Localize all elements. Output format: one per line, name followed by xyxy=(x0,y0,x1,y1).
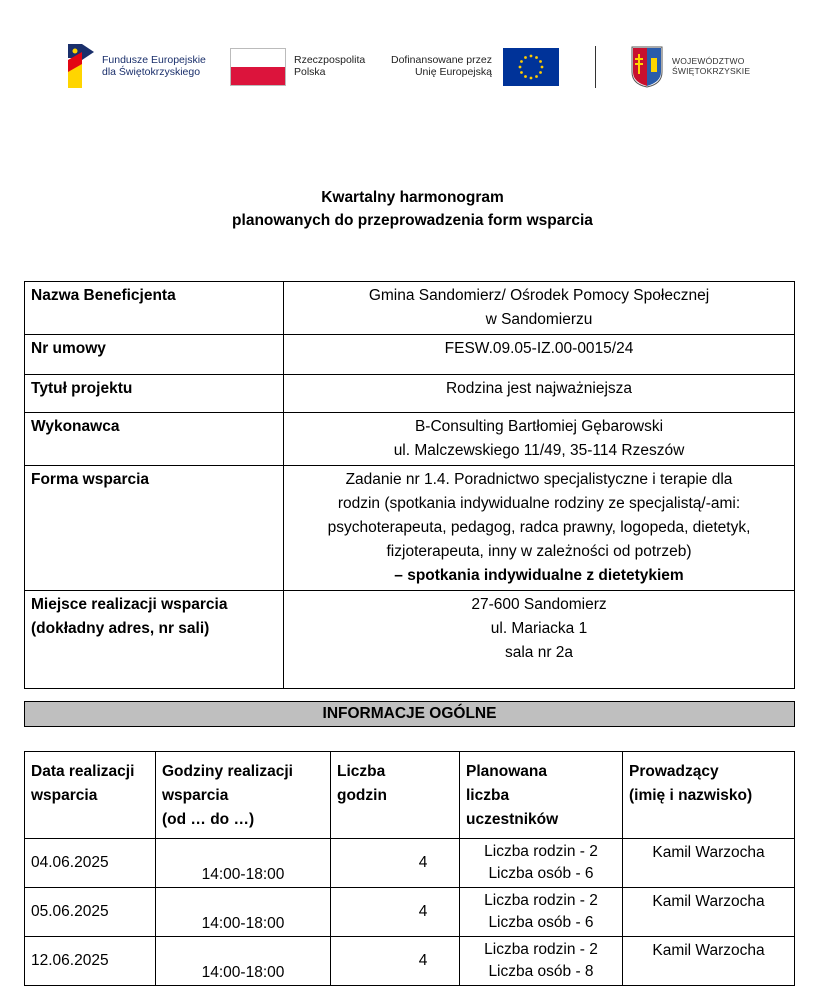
info-value-line: psychoterapeuta, pedagog, radca prawny, logopeda, dietetyk, xyxy=(327,519,751,536)
cell-date: 05.06.2025 xyxy=(25,888,156,937)
header-line: (imię i nazwisko) xyxy=(629,787,753,804)
eu-star-icon xyxy=(535,75,538,78)
cell-leader: Kamil Warzocha xyxy=(623,937,795,986)
cell-leader: Kamil Warzocha xyxy=(623,888,795,937)
header-line: Planowana xyxy=(466,763,547,780)
info-value xyxy=(284,413,795,466)
rp-logo-line-2: Polska xyxy=(294,66,326,78)
header-line: Prowadzący xyxy=(629,763,719,780)
eu-star-icon xyxy=(520,71,523,74)
document-heading xyxy=(0,186,825,232)
logo-strip xyxy=(0,40,825,96)
info-key-line: (dokładny adres, nr sali) xyxy=(31,620,210,637)
participants-families: Liczba rodzin - 2 xyxy=(484,892,598,909)
info-key: Nazwa Beneficjenta xyxy=(25,282,284,335)
info-value-line: rodzin (spotkania indywidualne rodziny ze specjalistą/-ami: xyxy=(337,495,741,512)
ue-logo-text xyxy=(391,54,492,78)
header-hours xyxy=(156,752,331,839)
info-value-line: w Sandomierzu xyxy=(485,311,593,328)
participants-persons: Liczba osób - 6 xyxy=(488,914,594,931)
table-row xyxy=(25,937,795,986)
participants-families: Liczba rodzin - 2 xyxy=(484,941,598,958)
cell-count: 4 xyxy=(331,839,460,888)
cell-leader: Kamil Warzocha xyxy=(623,839,795,888)
header-line: Liczba xyxy=(337,763,386,780)
eu-star-icon xyxy=(535,56,538,59)
participants-persons: Liczba osób - 8 xyxy=(488,963,594,980)
info-key-line: Miejsce realizacji wsparcia xyxy=(31,596,228,613)
table-row xyxy=(25,888,795,937)
info-row-contractor xyxy=(25,413,795,466)
cell-participants xyxy=(460,839,623,888)
cell-date: 04.06.2025 xyxy=(25,839,156,888)
heading-line-1: Kwartalny harmonogram xyxy=(321,189,504,206)
fundusze-europejskie-logo-icon xyxy=(66,42,96,90)
info-value xyxy=(284,335,795,375)
info-row-contract xyxy=(25,335,795,375)
cell-count: 4 xyxy=(331,888,460,937)
info-key: Forma wsparcia xyxy=(25,466,284,591)
section-title-bar: INFORMACJE OGÓLNE xyxy=(24,701,795,727)
rp-logo-line-1: Rzeczpospolita xyxy=(294,54,366,66)
header-line: (od … do …) xyxy=(162,811,255,828)
schedule-header-row xyxy=(25,752,795,839)
header-line: godzin xyxy=(337,787,387,804)
eu-flag-icon xyxy=(503,48,559,86)
participants-persons: Liczba osób - 6 xyxy=(488,865,594,882)
sw-logo-text xyxy=(672,56,750,76)
header-line: Godziny realizacji xyxy=(162,763,293,780)
info-key: Tytuł projektu xyxy=(25,375,284,413)
swietokrzyskie-crest-icon xyxy=(631,46,663,88)
info-value-line: fizjoterapeuta, inny w zależności od potrzeb) xyxy=(386,543,692,560)
info-key: Wykonawca xyxy=(25,413,284,466)
header-line: wsparcia xyxy=(162,787,229,804)
header-line: wsparcia xyxy=(31,787,98,804)
cell-count: 4 xyxy=(331,937,460,986)
header-line: Data realizacji xyxy=(31,763,135,780)
header-line: uczestników xyxy=(466,811,559,828)
info-value-bold-line: – spotkania indywidualne z dietetykiem xyxy=(394,567,684,584)
cell-hours: 14:00-18:00 xyxy=(156,937,331,986)
header-line: liczba xyxy=(466,787,510,804)
header-leader xyxy=(623,752,795,839)
schedule-table xyxy=(24,751,795,986)
info-value-line: Zadanie nr 1.4. Poradnictwo specjalistyczne i terapie dla xyxy=(345,471,733,488)
info-row-support-form xyxy=(25,466,795,591)
eu-star-icon xyxy=(520,60,523,63)
fe-logo-line-1: Fundusze Europejskie xyxy=(102,54,206,66)
fe-logo-line-2: dla Świętokrzyskiego xyxy=(102,66,201,78)
info-value-line: ul. Malczewskiego 11/49, 35-114 Rzeszów xyxy=(393,442,685,459)
eu-star-icon xyxy=(530,55,533,58)
heading-line-2: planowanych do przeprowadzenia form wsparcia xyxy=(232,212,593,229)
eu-star-icon xyxy=(530,77,533,80)
info-key: Nr umowy xyxy=(25,335,284,375)
cell-hours: 14:00-18:00 xyxy=(156,888,331,937)
project-info-table xyxy=(24,281,795,689)
info-value-line: Rodzina jest najważniejsza xyxy=(445,380,633,397)
eu-star-icon xyxy=(524,75,527,78)
ue-logo-line-1: Dofinansowane przez xyxy=(391,54,492,66)
table-row xyxy=(25,839,795,888)
eu-star-icon xyxy=(539,60,542,63)
sw-logo-line-2: ŚWIĘTOKRZYSKIE xyxy=(672,66,751,76)
info-row-beneficiary xyxy=(25,282,795,335)
cell-participants xyxy=(460,937,623,986)
eu-star-icon xyxy=(541,66,544,69)
cell-hours: 14:00-18:00 xyxy=(156,839,331,888)
header-count xyxy=(331,752,460,839)
logo-separator xyxy=(595,46,596,88)
participants-families: Liczba rodzin - 2 xyxy=(484,843,598,860)
eu-star-icon xyxy=(524,56,527,59)
info-row-location xyxy=(25,591,795,689)
header-date xyxy=(25,752,156,839)
info-row-project-title xyxy=(25,375,795,413)
info-value-line: Gmina Sandomierz/ Ośrodek Pomocy Społecznej xyxy=(368,287,710,304)
info-value-line: 27-600 Sandomierz xyxy=(471,596,607,613)
info-value-line: ul. Mariacka 1 xyxy=(490,620,588,637)
info-value xyxy=(284,466,795,591)
polish-flag-icon xyxy=(230,48,286,86)
fe-logo-text xyxy=(102,54,206,78)
ue-logo-line-2: Unię Europejską xyxy=(414,66,492,78)
header-participants xyxy=(460,752,623,839)
info-value-line: FESW.09.05-IZ.00-0015/24 xyxy=(444,340,634,357)
rp-logo-text xyxy=(294,54,365,78)
info-key xyxy=(25,591,284,689)
eu-star-icon xyxy=(539,71,542,74)
info-value xyxy=(284,375,795,413)
info-value-line: B-Consulting Bartłomiej Gębarowski xyxy=(414,418,664,435)
cell-date: 12.06.2025 xyxy=(25,937,156,986)
cell-participants xyxy=(460,888,623,937)
info-value xyxy=(284,591,795,689)
eu-star-icon xyxy=(519,66,522,69)
sw-logo-line-1: WOJEWÓDZTWO xyxy=(672,56,745,66)
info-value-line: sala nr 2a xyxy=(504,644,574,661)
info-value xyxy=(284,282,795,335)
